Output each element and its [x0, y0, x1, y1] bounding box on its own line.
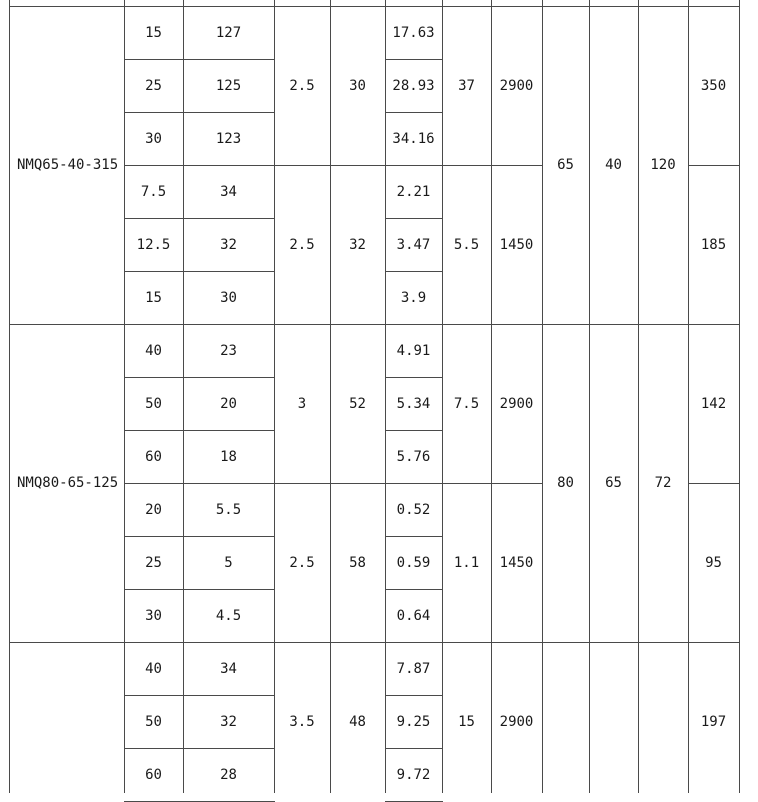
weight-cell: 185 [700, 236, 727, 253]
height-cell: 120 [650, 157, 676, 173]
power-cell: 9.25 [396, 713, 431, 730]
motor-power-cell: 7.5 [453, 395, 480, 412]
outlet-diameter-cell: 65 [605, 475, 622, 491]
head-cell: 23 [220, 342, 237, 359]
head-cell: 18 [220, 448, 237, 465]
flow-cell: 15 [145, 289, 162, 306]
head-cell: 123 [215, 130, 242, 147]
efficiency-cell: 58 [349, 554, 366, 571]
power-cell: 0.64 [396, 607, 431, 624]
inlet-diameter-cell: 65 [557, 157, 574, 173]
efficiency-cell: 30 [349, 77, 366, 94]
model-name: NMQ80-65-125 [17, 475, 119, 491]
power-cell: 0.59 [396, 554, 431, 571]
head-cell: 28 [220, 766, 237, 783]
head-cell: 4.5 [215, 607, 242, 624]
power-cell: 0.52 [396, 501, 431, 518]
flow-cell: 30 [145, 130, 162, 147]
weight-cell: 142 [700, 395, 727, 412]
grid-line [9, 0, 10, 793]
power-cell: 17.63 [392, 24, 435, 41]
weight-cell: 350 [700, 77, 727, 94]
flow-cell: 25 [145, 554, 162, 571]
speed-cell: 1450 [499, 236, 534, 253]
height-cell: 72 [654, 475, 672, 491]
power-cell: 5.76 [396, 448, 431, 465]
head-cell: 32 [220, 713, 237, 730]
inlet-diameter-cell [542, 642, 589, 793]
motor-power-cell: 1.1 [453, 554, 480, 571]
flow-cell: 50 [145, 713, 162, 730]
power-cell: 34.16 [392, 130, 435, 147]
motor-power-cell: 5.5 [453, 236, 480, 253]
efficiency-cell: 48 [349, 713, 366, 730]
head-cell: 5.5 [215, 501, 242, 518]
power-cell: 2.21 [396, 183, 431, 200]
head-cell: 20 [220, 395, 237, 412]
flow-cell: 40 [145, 660, 162, 677]
power-cell: 4.91 [396, 342, 431, 359]
speed-cell: 2900 [499, 395, 534, 412]
flow-cell: 7.5 [140, 183, 167, 200]
npsh-cell: 2.5 [289, 554, 315, 571]
grid-line [739, 0, 740, 793]
power-cell: 28.93 [392, 77, 435, 94]
power-cell: 5.34 [396, 395, 431, 412]
npsh-cell: 2.5 [289, 77, 315, 94]
flow-cell: 50 [145, 395, 162, 412]
speed-cell: 1450 [499, 554, 534, 571]
weight-cell: 95 [705, 554, 722, 571]
power-cell: 7.87 [396, 660, 431, 677]
model-name [17, 642, 124, 793]
flow-cell: 20 [145, 501, 162, 518]
outlet-diameter-cell: 40 [605, 157, 622, 173]
power-cell: 3.9 [400, 289, 427, 306]
height-cell [638, 642, 688, 793]
speed-cell: 2900 [499, 77, 534, 94]
weight-cell: 197 [700, 713, 727, 730]
power-cell: 9.72 [396, 766, 431, 783]
head-cell: 34 [220, 183, 237, 200]
npsh-cell: 2.5 [289, 236, 315, 253]
motor-power-cell: 37 [458, 77, 475, 94]
head-cell: 125 [215, 77, 242, 94]
speed-cell: 2900 [499, 713, 534, 730]
head-cell: 30 [220, 289, 237, 306]
head-cell: 34 [220, 660, 237, 677]
inlet-diameter-cell: 80 [557, 475, 574, 491]
efficiency-cell: 32 [349, 236, 366, 253]
model-name: NMQ65-40-315 [17, 157, 119, 173]
efficiency-cell: 52 [349, 395, 366, 412]
outlet-diameter-cell [589, 642, 638, 793]
motor-power-cell: 15 [458, 713, 475, 730]
flow-cell: 15 [145, 24, 162, 41]
flow-cell: 25 [145, 77, 162, 94]
flow-cell: 30 [145, 607, 162, 624]
flow-cell: 40 [145, 342, 162, 359]
flow-cell: 60 [145, 766, 162, 783]
flow-cell: 60 [145, 448, 162, 465]
npsh-cell: 3 [297, 395, 307, 412]
npsh-cell: 3.5 [289, 713, 315, 730]
head-cell: 127 [215, 24, 242, 41]
power-cell: 3.47 [396, 236, 431, 253]
head-cell: 32 [220, 236, 237, 253]
head-cell: 5 [224, 554, 233, 571]
flow-cell: 12.5 [136, 236, 171, 253]
